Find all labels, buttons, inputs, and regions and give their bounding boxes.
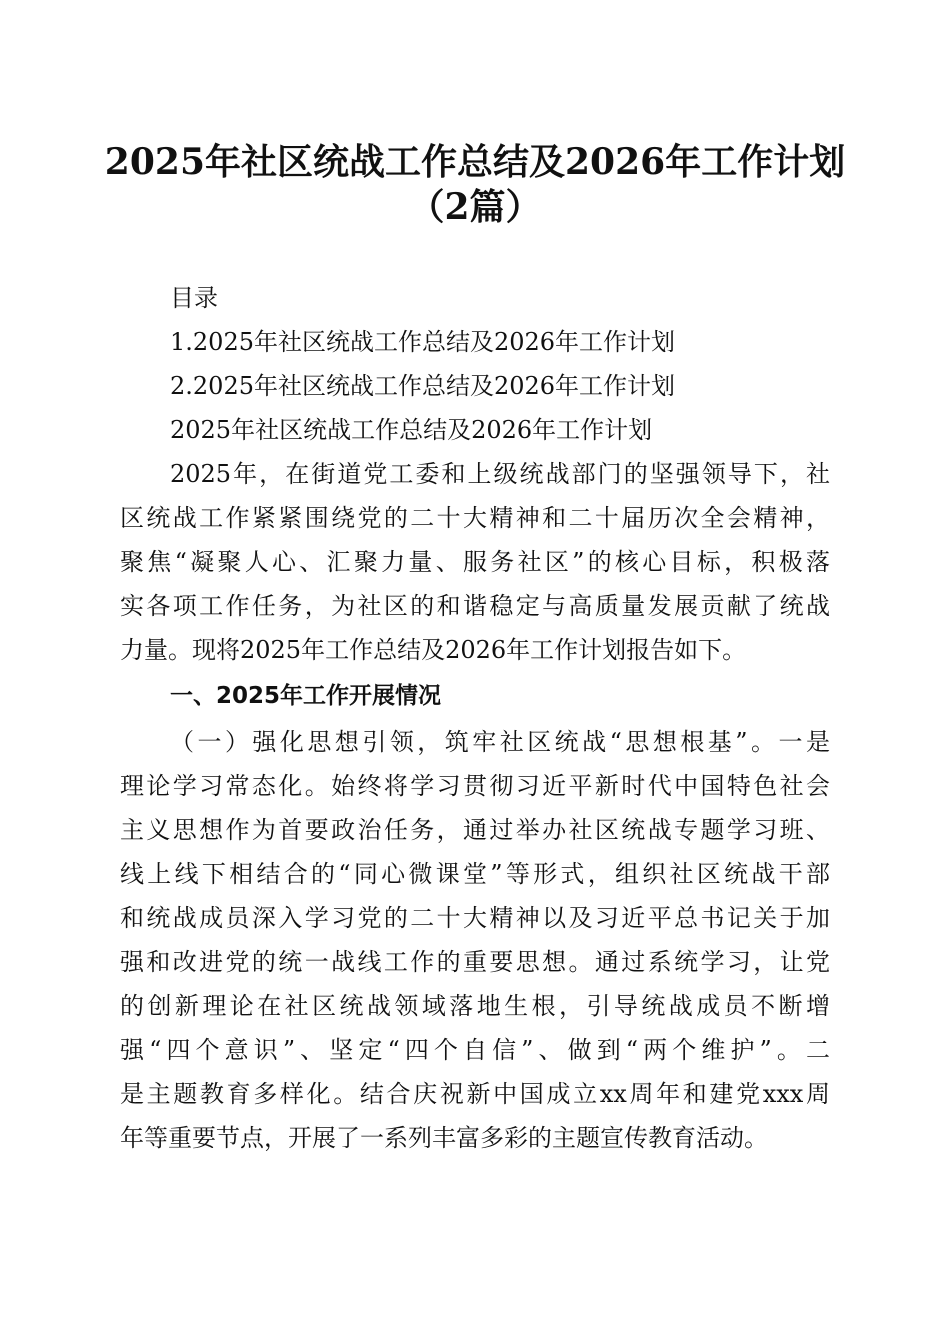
paragraph-line: 实各项工作任务，为社区的和谐稳定与高质量发展贡献了统战 — [120, 592, 830, 620]
section-heading: 一、2025年工作开展情况 — [170, 683, 442, 709]
paragraph-line: 2025年，在街道党工委和上级统战部门的坚强领导下，社 — [170, 460, 830, 488]
paragraph-line: 理论学习常态化。始终将学习贯彻习近平新时代中国特色社会 — [120, 772, 830, 800]
paragraph-line: 力量。现将2025年工作总结及2026年工作计划报告如下。 — [120, 636, 747, 664]
paragraph-line: 年等重要节点，开展了一系列丰富多彩的主题宣传教育活动。 — [120, 1124, 768, 1152]
paragraph-line: 强和改进党的统一战线工作的重要思想。通过系统学习，让党 — [120, 948, 830, 976]
paragraph-line: 线上线下相结合的“同心微课堂”等形式，组织社区统战干部 — [120, 860, 830, 888]
paragraph-line: 区统战工作紧紧围绕党的二十大精神和二十届历次全会精神， — [120, 504, 830, 532]
document-title-count: （2篇） — [408, 186, 542, 228]
toc-item-2: 2.2025年社区统战工作总结及2026年工作计划 — [170, 372, 676, 400]
paragraph-line: 的创新理论在社区统战领域落地生根，引导统战成员不断增 — [120, 992, 830, 1020]
paragraph-line: 聚焦“凝聚人心、汇聚力量、服务社区”的核心目标，积极落 — [120, 548, 830, 576]
paragraph-line: 强“四个意识”、坚定“四个自信”、做到“两个维护”。二 — [120, 1036, 830, 1064]
paragraph-line: （一）强化思想引领，筑牢社区统战“思想根基”。一是 — [170, 728, 830, 756]
toc-item-1: 1.2025年社区统战工作总结及2026年工作计划 — [170, 328, 676, 356]
paragraph-line: 是主题教育多样化。结合庆祝新中国成立xx周年和建党xxx周 — [120, 1080, 830, 1108]
paragraph-line: 主义思想作为首要政治任务，通过举办社区统战专题学习班、 — [120, 816, 830, 844]
paragraph-line: 和统战成员深入学习党的二十大精神以及习近平总书记关于加 — [120, 904, 830, 932]
toc-heading: 目录 — [170, 284, 218, 312]
article-title: 2025年社区统战工作总结及2026年工作计划 — [170, 416, 653, 444]
document-title: 2025年社区统战工作总结及2026年工作计划 — [104, 141, 846, 183]
